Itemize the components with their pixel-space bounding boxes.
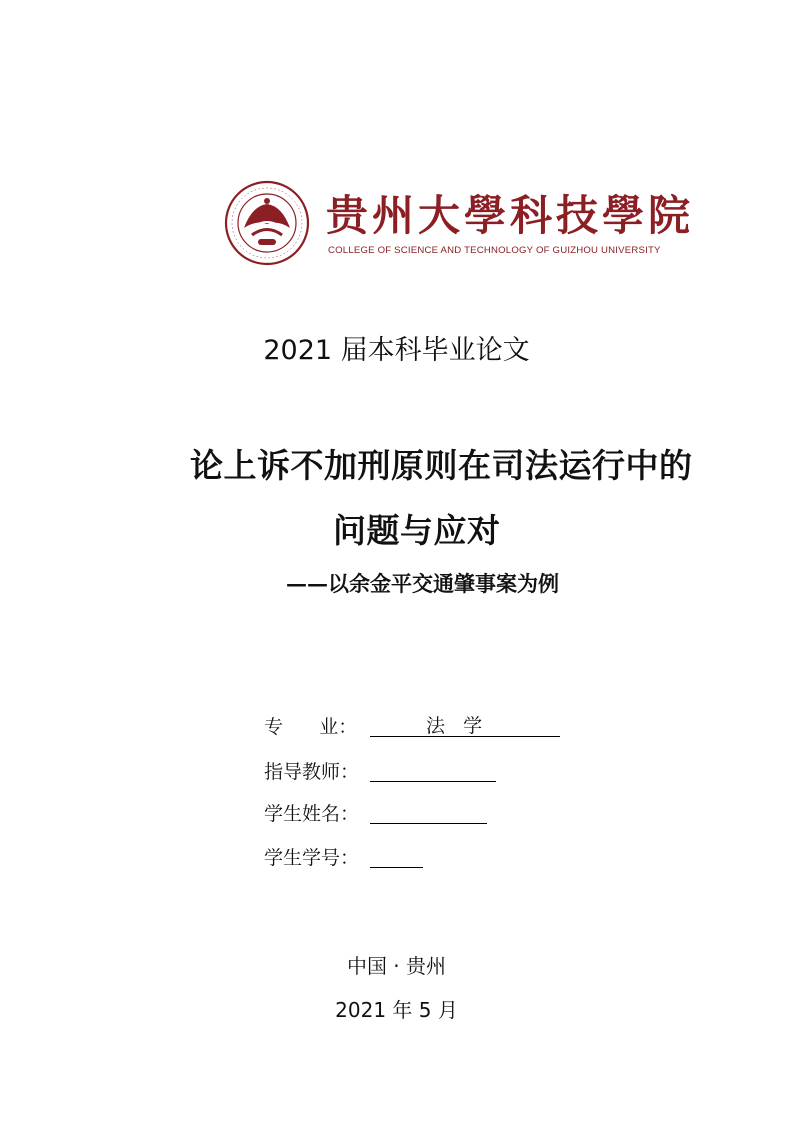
thesis-subtitle: ——以余金平交通肇事案为例 — [286, 571, 559, 596]
field-student-name-label: 学生姓名： — [264, 803, 360, 825]
field-advisor-underline — [370, 781, 496, 782]
field-advisor — [264, 757, 359, 787]
field-advisor-label: 指导教师： — [264, 761, 360, 783]
field-student-name-underline — [370, 823, 487, 824]
field-major — [264, 712, 483, 742]
field-student-name — [264, 799, 359, 829]
field-student-id-label: 学生学号： — [264, 847, 360, 869]
field-major-label: 专 业： — [264, 716, 358, 738]
college-name-cn: 贵州大學科技學院 — [326, 191, 695, 240]
thesis-title-line2: 问题与应对 — [333, 511, 501, 550]
footer-place: 中国 · 贵州 — [346, 954, 447, 978]
college-name-en: COLLEGE OF SCIENCE AND TECHNOLOGY OF GUIZHOU UNIVERSITY — [328, 245, 661, 256]
field-major-value: 法 学 — [426, 715, 483, 737]
field-student-id-underline — [370, 867, 423, 868]
field-student-id — [264, 843, 359, 873]
college-seal-icon — [222, 180, 312, 266]
thesis-heading: 2021 届本科毕业论文 — [263, 335, 530, 366]
footer-date: 2021 年 5 月 — [335, 998, 458, 1022]
thesis-title-line1: 论上诉不加刑原则在司法运行中的 — [190, 446, 693, 485]
